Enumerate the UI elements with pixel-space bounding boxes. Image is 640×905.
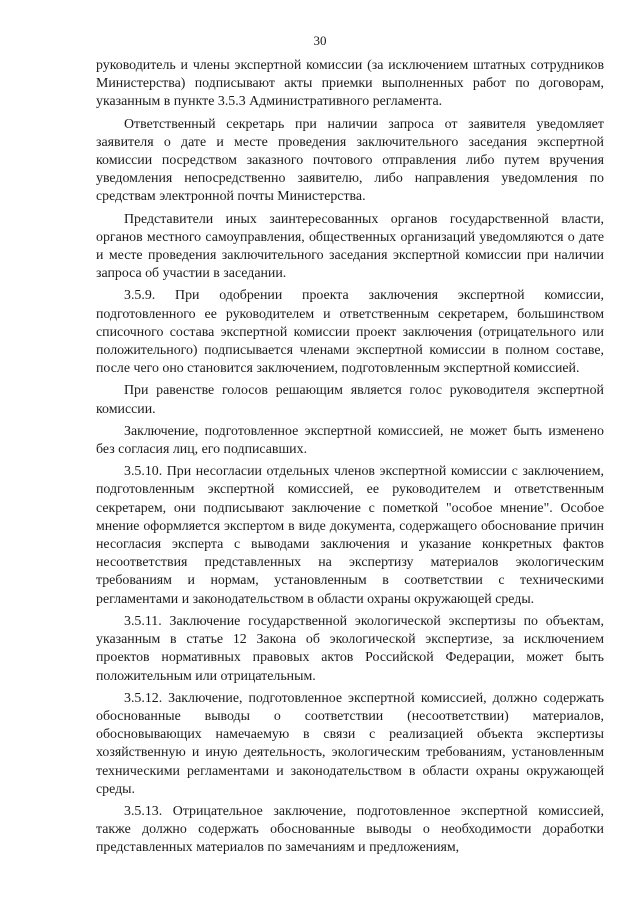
paragraph-conclusion-unchangeable: Заключение, подготовленное экспертной комиссией, не может быть изменено без согласия лиц, его подписавших.	[96, 423, 604, 458]
paragraph-3-5-10: 3.5.10. При несогласии отдельных членов экспертной комиссии с заключением, подготовленным экспертной комиссией, ее руководителем и ответственным секретарем, они подписывают заключение с пометкой "особое мнение". Особое мнение оформляется экспертом в виде документа, содержащего обоснование причин несогласия эксперта с выводами заключения и указание конкретных фактов несоответствия представленных на экспертизу материалов экологическим требованиям и нормам, установленным в соответствии с техническими регламентами и законодательством в области охраны окружающей среды.	[96, 464, 604, 607]
paragraph-secretary-notification: Ответственный секретарь при наличии запроса от заявителя уведомляет заявителя о дате и месте проведения заключительного заседания экспертной комиссии посредством заказного почтового отправления либо путем вручения уведомления непосредственно заявителю, либо направления уведомления по средствам электронной почты Министерства.	[96, 116, 604, 205]
paragraph-representatives-notification: Представители иных заинтересованных органов государственной власти, органов местного самоуправления, общественных организаций уведомляются о дате и месте проведения заключительного заседания экспертной комиссии при наличии запроса об участии в заседании.	[96, 211, 604, 282]
paragraph-equal-votes: При равенстве голосов решающим является голос руководителя экспертной комиссии.	[96, 383, 604, 417]
paragraph-3-5-13: 3.5.13. Отрицательное заключение, подготовленное экспертной комиссией, также должно содержать обоснованные выводы о необходимости доработки представленных материалов по замечаниям и предложениям,	[96, 803, 604, 856]
page-number: 30	[313, 33, 327, 48]
document-body	[96, 57, 604, 862]
paragraph-3-5-9: 3.5.9. При одобрении проекта заключения экспертной комиссии, подготовленного ее руководителем и ответственным секретарем, большинством списочного состава экспертной комиссии проект заключения (отрицательного или положительного) подписывается членами экспертной комиссии в полном составе, после чего оно становится заключением, подготовленным экспертной комиссией.	[96, 288, 604, 377]
paragraph-3-5-11: 3.5.11. Заключение государственной экологической экспертизы по объектам, указанным в статье 12 Закона об экологической экспертизе, за исключением проектов нормативных правовых актов Российской Федерации, может быть положительным или отрицательным.	[96, 613, 604, 684]
paragraph-signing-acts: руководитель и члены экспертной комиссии (за исключением штатных сотрудников Министерства) подписывают акты приемки выполненных работ по договорам, указанным в пункте 3.5.3 Административного регламента.	[96, 58, 604, 110]
paragraph-3-5-12: 3.5.12. Заключение, подготовленное экспертной комиссией, должно содержать обоснованные выводы о соответствии (несоответствии) материалов, обосновывающих намечаемую в связи с реализацией объекта экспертизы хозяйственную и иную деятельность, экологическим требованиям, установленным техническими регламентами и законодательством в области охраны окружающей среды.	[96, 690, 604, 797]
